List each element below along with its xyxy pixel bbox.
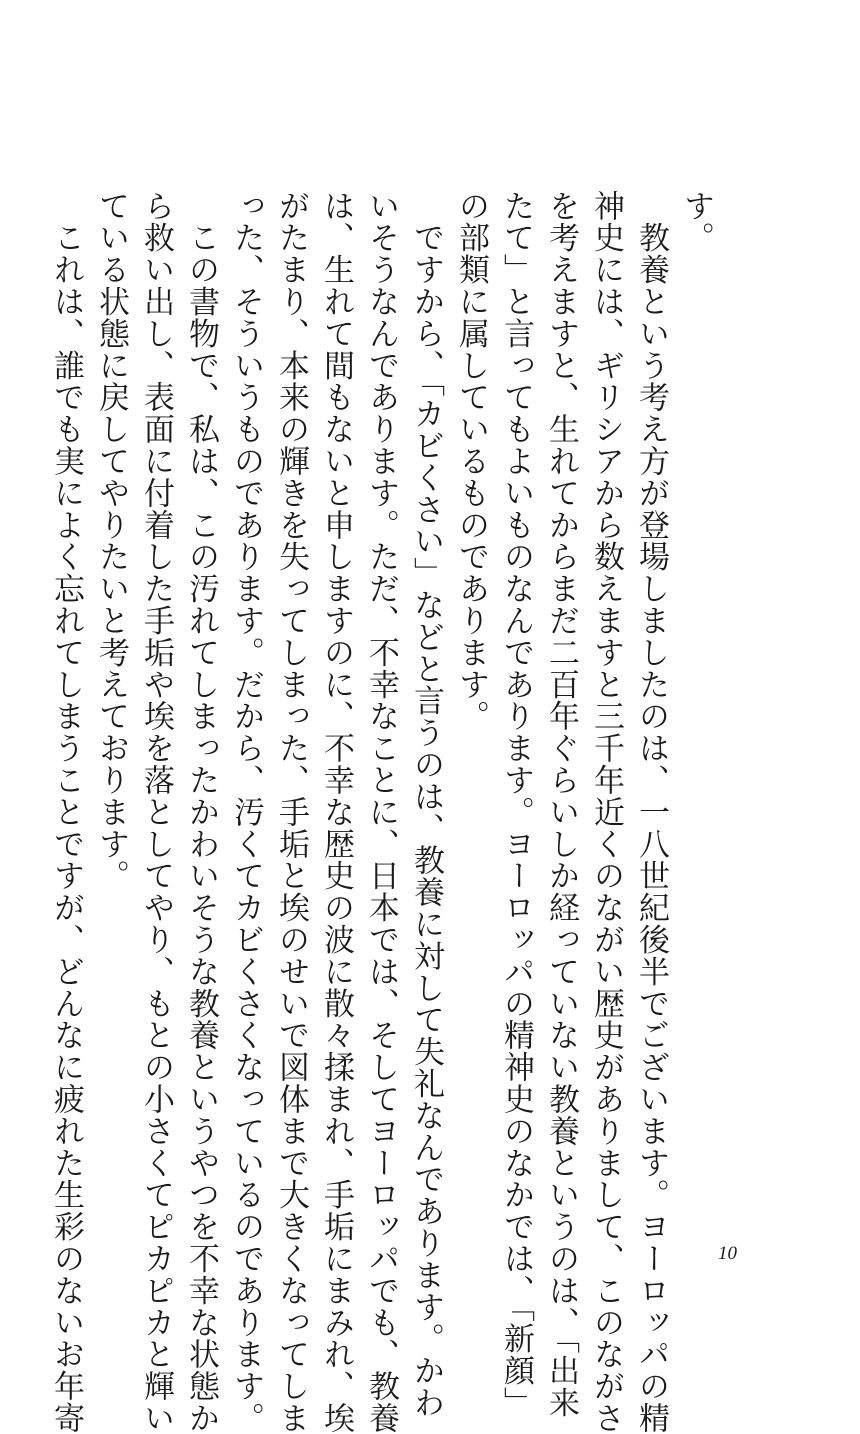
text-line: たて」と言ってもよいものなんであります。ヨーロッパの精神史のなかでは、「新顔」 xyxy=(498,190,534,1419)
text-line: この書物で、私は、この汚れてしまったかわいそうな教養というやつを不幸な状態か xyxy=(183,190,219,1434)
text-line: ら救い出し、表面に付着した手垢や埃を落としてやり、もとの小さくてピカピカと輝い xyxy=(138,190,174,1434)
text-line: った、そういうものであります。だから、汚くてカビくさくなっているのであります。 xyxy=(228,190,264,1434)
text-line: これは、誰でも実によく忘れてしまうことですが、どんなに疲れた生彩のないお年寄 xyxy=(48,190,84,1434)
text-line: 神史には、ギリシアから数えますと三千年近くのながい歴史がありまして、このながさ xyxy=(588,190,624,1434)
text-line: の部類に属しているものであります。 xyxy=(453,190,489,733)
text-line: がたまり、本来の輝きを失ってしまった、手垢と埃のせいで図体まで大きくなってしま xyxy=(273,190,309,1434)
text-line: いそうなんであります。ただ、不幸なことに、日本では、そしてヨーロッパでも、教養 xyxy=(363,190,399,1434)
text-line: 教養という考え方が登場しましたのは、一八世紀後半でございます。ヨーロッパの精 xyxy=(633,190,669,1434)
text-line: ですから、「カビくさい」などと言うのは、教養に対して失礼なんであります。かわ xyxy=(408,190,444,1419)
page-number: 10 xyxy=(718,1243,737,1264)
text-line: す。 xyxy=(678,190,714,254)
vertical-text-body xyxy=(48,190,718,1434)
text-line: ている状態に戻してやりたいと考えております。 xyxy=(93,190,129,892)
text-line: は、生れて間もないと申しますのに、不幸な歴史の波に散々揉まれ、手垢にまみれ、埃 xyxy=(318,190,354,1434)
text-line: を考えますと、生れてからまだ二百年ぐらいしか経っていない教養というのは、「出来 xyxy=(543,190,579,1419)
